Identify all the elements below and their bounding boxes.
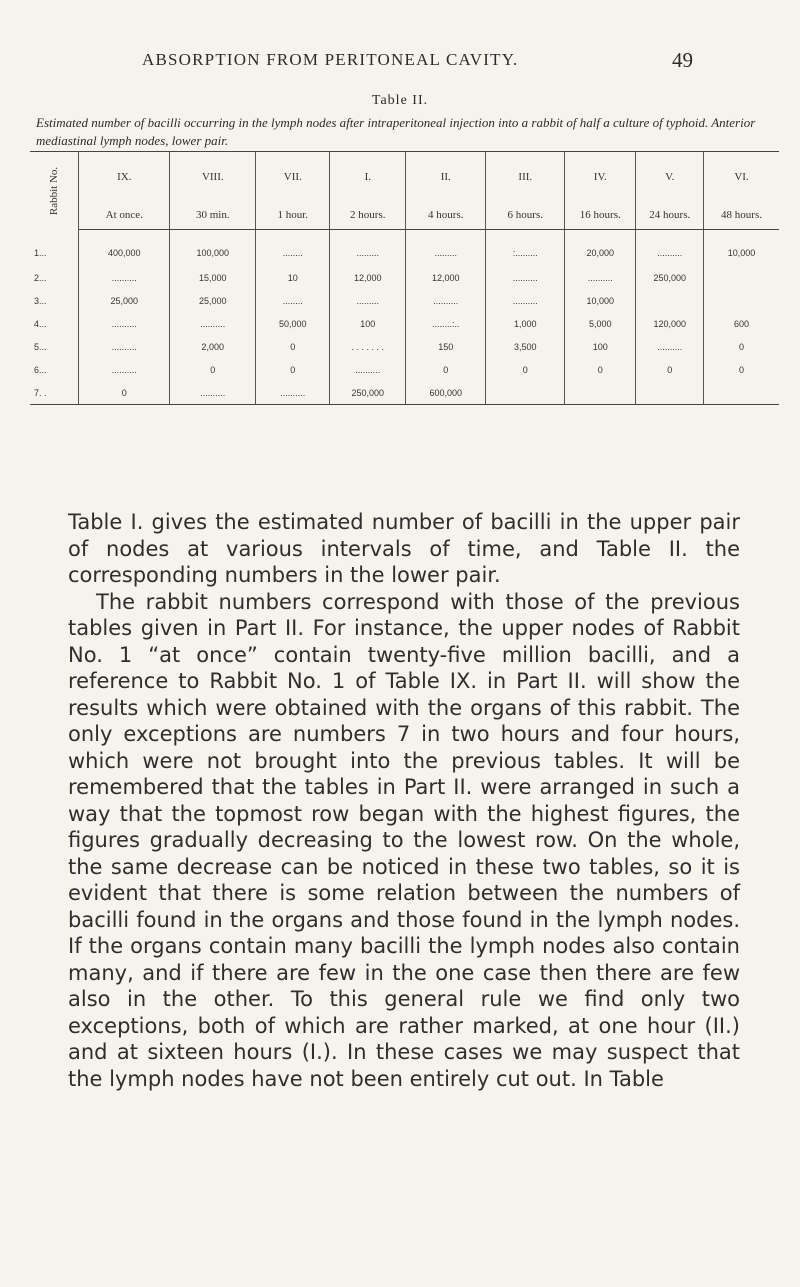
column-time: At once.	[79, 201, 170, 230]
table-caption: Table II.	[371, 93, 429, 108]
row-rabbit-number: 4...	[30, 312, 79, 335]
table-cell: 400,000	[79, 230, 170, 267]
table-cell: ..........	[79, 335, 170, 358]
header-row-times	[30, 201, 779, 230]
column-numeral: IX.	[79, 152, 170, 202]
table-cell: 0	[256, 358, 330, 381]
table-cell	[704, 381, 779, 405]
table-cell: 10,000	[704, 230, 779, 267]
table-cell: 0	[79, 381, 170, 405]
row-rabbit-number: 7. .	[30, 381, 79, 405]
body-text	[68, 509, 740, 1092]
table-cell: 12,000	[406, 266, 486, 289]
column-numeral: VIII.	[170, 152, 256, 202]
running-head	[0, 50, 800, 80]
table-cell: 20,000	[565, 230, 636, 267]
column-numeral: II.	[406, 152, 486, 202]
table-cell: 0	[636, 358, 704, 381]
table-cell: ..........	[79, 266, 170, 289]
table-cell	[704, 266, 779, 289]
table-cell: 600,000	[406, 381, 486, 405]
table-cell: 12,000	[330, 266, 406, 289]
table-cell: 0	[565, 358, 636, 381]
column-time: 24 hours.	[636, 201, 704, 230]
table-cell: 25,000	[79, 289, 170, 312]
table-cell: 0	[486, 358, 565, 381]
bacilli-table	[30, 151, 779, 405]
column-time: 4 hours.	[406, 201, 486, 230]
table-cell: 0	[170, 358, 256, 381]
column-numeral: IV.	[565, 152, 636, 202]
table-row	[30, 358, 779, 381]
column-numeral: VII.	[256, 152, 330, 202]
table-body	[30, 230, 779, 405]
table-cell: 250,000	[330, 381, 406, 405]
table-cell: 2,000	[170, 335, 256, 358]
column-numeral: V.	[636, 152, 704, 202]
table-row	[30, 335, 779, 358]
table-cell	[636, 289, 704, 312]
table-cell: . . . . . . .	[330, 335, 406, 358]
table-cell: 10,000	[565, 289, 636, 312]
table-cell: 100	[330, 312, 406, 335]
table-cell: 600	[704, 312, 779, 335]
table-cell: ........:..	[406, 312, 486, 335]
column-time: 2 hours.	[330, 201, 406, 230]
table-cell: ........	[256, 230, 330, 267]
column-numeral: VI.	[704, 152, 779, 202]
table-cell: 150	[406, 335, 486, 358]
column-time: 16 hours.	[565, 201, 636, 230]
table-cell: ..........	[79, 312, 170, 335]
table-description: Estimated number of bacilli occurring in the lymph nodes after intraperitoneal injection into a rabbit of half a culture of typhoid. Anterior mediastinal lymph nodes, lower pair.	[36, 115, 756, 148]
table-cell: 250,000	[636, 266, 704, 289]
row-rabbit-number: 5...	[30, 335, 79, 358]
table-cell: ..........	[636, 335, 704, 358]
table-cell: 10	[256, 266, 330, 289]
column-numeral: III.	[486, 152, 565, 202]
table-cell: 100	[565, 335, 636, 358]
table-cell: 15,000	[170, 266, 256, 289]
table-cell: ..........	[170, 381, 256, 405]
rabbit-number-header	[30, 152, 79, 230]
rabbit-number-label: Rabbit No.	[48, 166, 61, 215]
table-cell: ..........	[170, 312, 256, 335]
column-time: 48 hours.	[704, 201, 779, 230]
table-cell	[565, 381, 636, 405]
table-cell: ..........	[486, 266, 565, 289]
table-cell: ..........	[406, 289, 486, 312]
table-cell: 25,000	[170, 289, 256, 312]
row-rabbit-number: 3...	[30, 289, 79, 312]
table-cell: :.........	[486, 230, 565, 267]
table-cell	[704, 289, 779, 312]
table-cell: ..........	[486, 289, 565, 312]
table-cell: 100,000	[170, 230, 256, 267]
running-title: ABSORPTION FROM PERITONEAL CAVITY.	[142, 50, 519, 69]
table-cell: 0	[406, 358, 486, 381]
paragraph: Table I. gives the estimated number of bacilli in the upper pair of nodes at various intervals of time, and Table II. the corresponding numbers in the lower pair.	[68, 510, 740, 587]
page-number: 49	[672, 48, 693, 72]
table-cell: .........	[330, 289, 406, 312]
table-cell: 0	[704, 335, 779, 358]
table-cell: 120,000	[636, 312, 704, 335]
header-row-numerals	[30, 152, 779, 202]
table-cell: ..........	[79, 358, 170, 381]
row-rabbit-number: 2...	[30, 266, 79, 289]
table-cell: ..........	[330, 358, 406, 381]
table-cell: ..........	[256, 381, 330, 405]
column-time: 6 hours.	[486, 201, 565, 230]
table-cell	[636, 381, 704, 405]
table-row	[30, 381, 779, 405]
table-cell: ..........	[636, 230, 704, 267]
table-cell	[486, 381, 565, 405]
table-cell: 1,000	[486, 312, 565, 335]
table-row	[30, 289, 779, 312]
table-row	[30, 312, 779, 335]
table-cell: ........	[256, 289, 330, 312]
table-row	[30, 266, 779, 289]
paragraph: The rabbit numbers correspond with those of the previous tables given in Part II. For instance, the upper nodes of Rabbit No. 1 “at once” contain twenty-five million bacilli, and a reference to Rabbit No. 1 of Table IX. in Part II. will show the results which were obtained with the organs of this rabbit. The only exceptions are numbers 7 in two hours and four hours, which were not brought into the previous tables. It will be remembered that the tables in Part II. were arranged in such a way that the topmost row began with the highest figures, the figures gradually decreasing to the lowest row. On the whole, the same decrease can be noticed in these two tables, so it is evident that there is some relation between the numbers of bacilli found in the organs and those found in the lymph nodes. If the organs contain many bacilli the lymph nodes also contain many, and if there are few in the one case then there are few also in the other. To this general rule we find only two exceptions, both of which are rather marked, at one hour (II.) and at sixteen hours (I.). In these cases we may suspect that the lymph nodes have not been entirely cut out. In Table	[68, 589, 740, 1091]
column-numeral: I.	[330, 152, 406, 202]
table-cell: .........	[330, 230, 406, 267]
column-time: 1 hour.	[256, 201, 330, 230]
table-cell: 3,500	[486, 335, 565, 358]
table-cell: 0	[256, 335, 330, 358]
table-row	[30, 230, 779, 267]
table-cell: 0	[704, 358, 779, 381]
row-rabbit-number: 6...	[30, 358, 79, 381]
table-cell: ..........	[565, 266, 636, 289]
column-time: 30 min.	[170, 201, 256, 230]
table-cell: 5,000	[565, 312, 636, 335]
table-cell: 50,000	[256, 312, 330, 335]
table-cell: .........	[406, 230, 486, 267]
row-rabbit-number: 1...	[30, 230, 79, 267]
